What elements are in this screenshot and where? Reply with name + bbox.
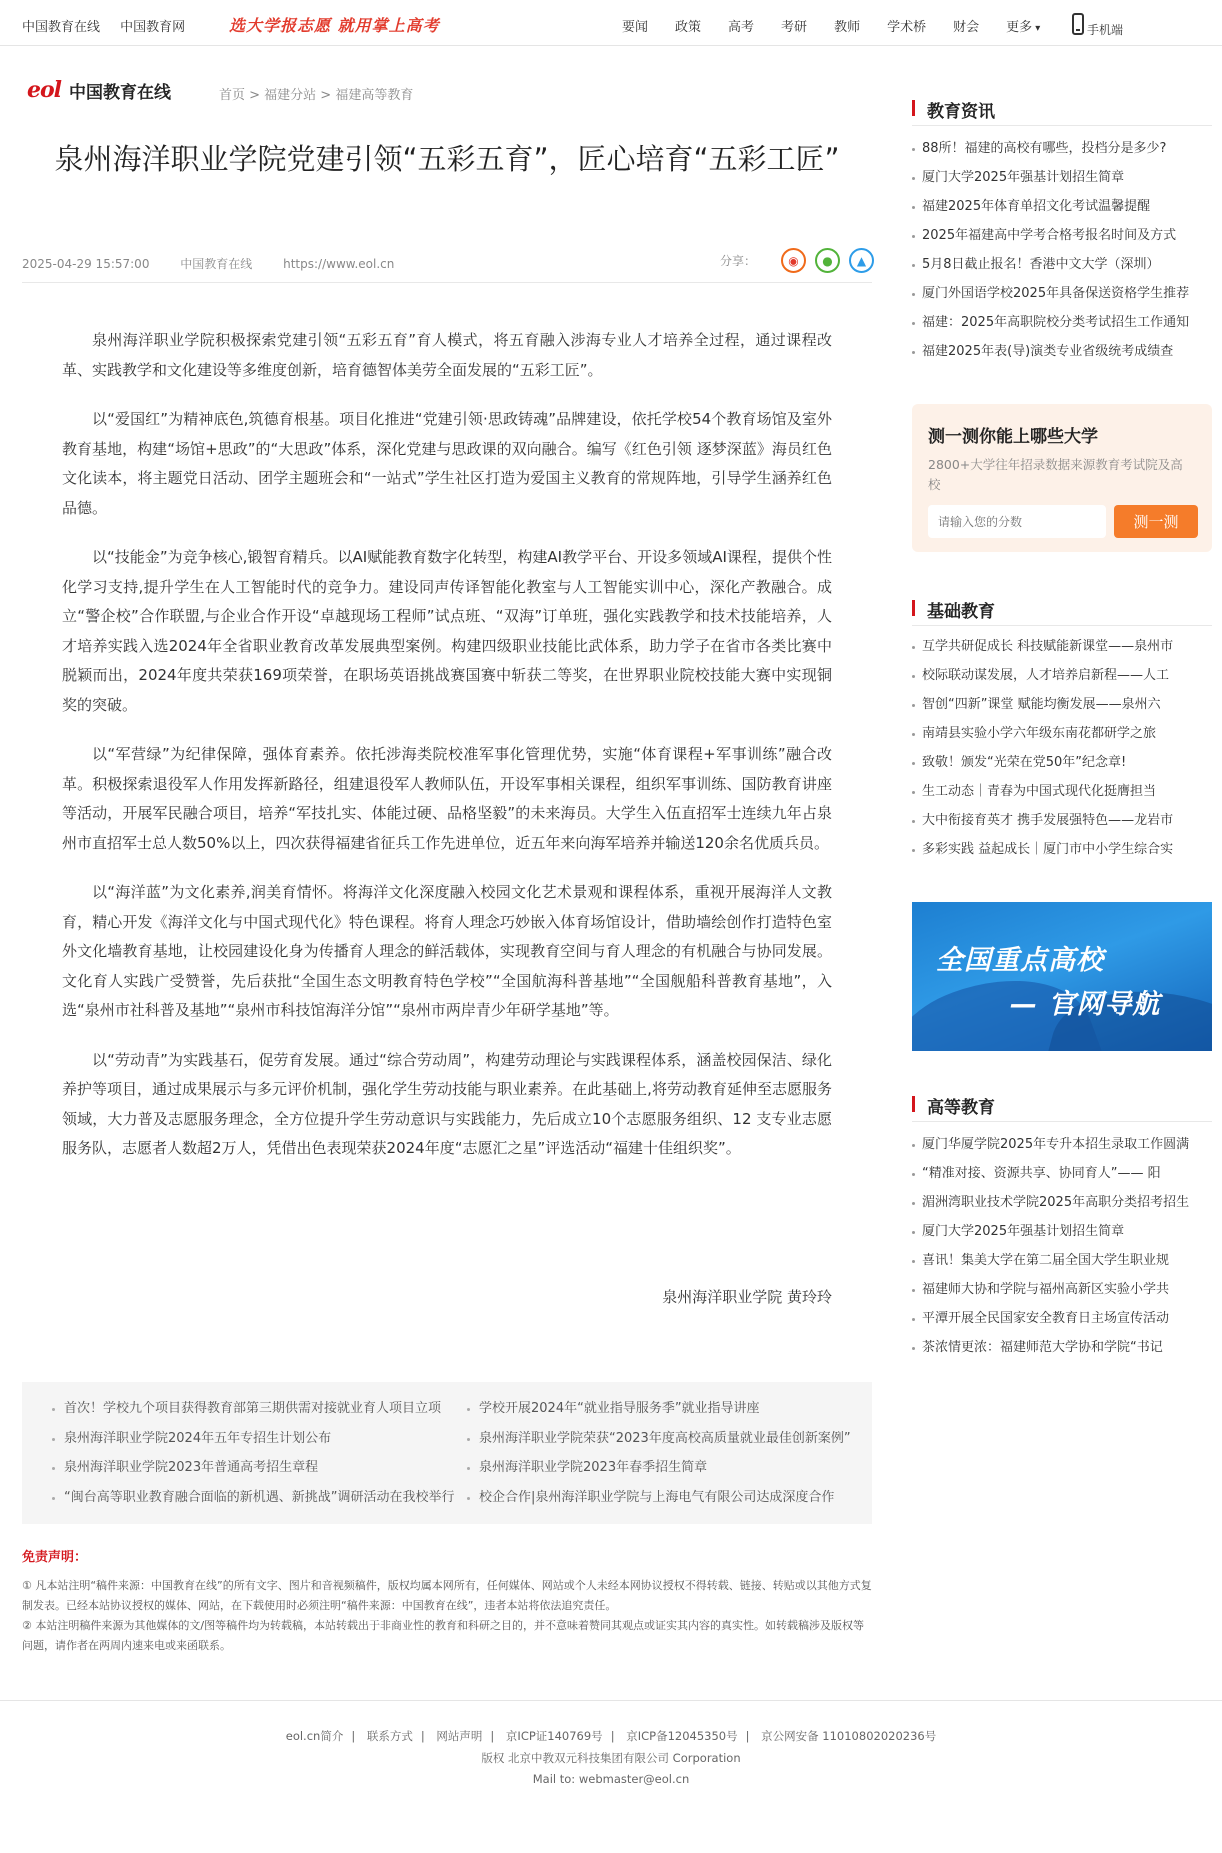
top-bar	[0, 0, 1222, 46]
sidebar-news-title: 教育资讯	[927, 102, 995, 122]
quiz-submit-button[interactable]: 测一测	[1114, 505, 1198, 538]
nav-item-gaokao[interactable]: 高考	[728, 20, 755, 35]
sidebar-news-item[interactable]: 福建：2025年高职院校分类考试招生工作通知	[912, 308, 1212, 337]
article-paragraph: 泉州海洋职业学院积极探索党建引领“五彩五育”育人模式，将五育融入涉海专业人才培养全过程，通过课程改革、实践教学和文化建设等多维度创新，培育德智体美劳全面发展的“五彩工匠”。	[62, 331, 832, 379]
sidebar-higher-item[interactable]: 喜讯！集美大学在第二届全国大学生职业规	[912, 1246, 1212, 1275]
sidebar-basic-item[interactable]: 南靖县实验小学六年级东南花都研学之旅	[912, 719, 1212, 748]
sidebar-news-item[interactable]: 福建2025年体育单招文化考试温馨提醒	[912, 192, 1212, 221]
nav-item-xueshuqiao[interactable]: 学术桥	[887, 20, 927, 35]
sidebar-basic-item[interactable]: 生工动态｜青春为中国式现代化挺膺担当	[912, 777, 1212, 806]
nav-item-news[interactable]: 要闻	[622, 20, 649, 35]
article-body	[62, 326, 832, 1184]
sidebar-basic-item[interactable]: 互学共研促成长 科技赋能新课堂——泉州市	[912, 632, 1212, 661]
sidebar-higher-title: 高等教育	[927, 1098, 995, 1118]
related-link[interactable]: 泉州海洋职业学院2023年普通高考招生章程	[52, 1453, 467, 1483]
disclaimer-item: ② 本站注明稿件来源为其他媒体的文/图等稿件均为转载稿，本站转载出于非商业性的教育和科研之目的，并不意味着赞同其观点或证实其内容的真实性。如转载稿涉及版权等问题，请作者在两周内速来电或来函联系。	[22, 1619, 865, 1652]
article-author: 泉州海洋职业学院 黄玲玲	[662, 1288, 832, 1306]
article-paragraph: 以“海洋蓝”为文化素养,润美育情怀。将海洋文化深度融入校园文化艺术景观和课程体系，重视开展海洋人文教育，精心开发《海洋文化与中国式现代化》特色课程。将育人理念巧妙嵌入体育场馆设计，借助墙绘创作打造特色室外文化墙教育基地，让校园建设化身为传播育人理念的鲜活载体，实现教育空间与育人理念的有机融合与协同发展。文化育人实践广受赞誉，先后获批“全国生态文明教育特色学校”“全国航海科普基地”“全国舰船科普教育基地”，入选“泉州市社科普及基地”“泉州市科技馆海洋分馆”“泉州市两岸青少年研学基地”等。	[62, 883, 832, 1019]
banner-line-1: 全国重点高校	[936, 945, 1104, 976]
sidebar-higher-item[interactable]: 湄洲湾职业技术学院2025年高职分类招考招生	[912, 1188, 1212, 1217]
chevron-down-icon: ▾	[1032, 23, 1041, 34]
nav-item-policy[interactable]: 政策	[675, 20, 702, 35]
sidebar-basic-item[interactable]: 智创“四新”课堂 赋能均衡发展——泉州六	[912, 690, 1212, 719]
article-source: 中国教育在线	[180, 257, 253, 271]
footer-separator: |	[610, 1729, 615, 1743]
sidebar-higher-item[interactable]: 厦门大学2025年强基计划招生简章	[912, 1217, 1212, 1246]
sidebar-news-list	[912, 134, 1212, 366]
sidebar-news-item[interactable]: 福建2025年表(导)演类专业省级统考成绩查	[912, 337, 1212, 366]
footer-links	[0, 1726, 1222, 1748]
related-link[interactable]: 泉州海洋职业学院荣获“2023年度高校高质量就业最佳创新案例”	[467, 1424, 867, 1454]
sidebar-news-item[interactable]: 88所！福建的高校有哪些，投档分是多少?	[912, 134, 1212, 163]
nav-item-teacher[interactable]: 教师	[834, 20, 861, 35]
logo-mark: eol	[27, 77, 62, 103]
mobile-link-label: 手机端	[1087, 23, 1124, 37]
article-paragraph: 以“军营绿”为纪律保障，强体育素养。依托涉海类院校准军事化管理优势，实施“体育课程+军事训练”融合改革。积极探索退役军人作用发挥新路径，组建退役军人教师队伍，开设军事相关课程，组织军事训练、国防教育讲座等活动，开展军民融合项目，培养“军技扎实、体能过硬、品格坚毅”的未来海员。大学生入伍直招军士连续九年占泉州市直招军士总人数50%以上，四次获得福建省征兵工作先进单位，近五年来向海军培养并输送120余名优质兵员。	[62, 745, 832, 852]
footer-link-about[interactable]: eol.cn简介	[285, 1729, 344, 1743]
sidebar-news-item[interactable]: 厦门外国语学校2025年具备保送资格学生推荐	[912, 279, 1212, 308]
footer-link-statement[interactable]: 网站声明	[436, 1729, 483, 1743]
slogan-banner[interactable]: 选大学报志愿 就用掌上高考	[229, 16, 440, 35]
nav-item-kaoyan[interactable]: 考研	[781, 20, 808, 35]
sidebar-news-item[interactable]: 5月8日截止报名！香港中文大学（深圳）	[912, 250, 1212, 279]
site-logo[interactable]	[27, 77, 171, 103]
sidebar-higher-header	[912, 1090, 1212, 1122]
footer-link-contact[interactable]: 联系方式	[366, 1729, 413, 1743]
footer-icp-license[interactable]: 京ICP证140769号	[505, 1729, 603, 1743]
footer	[0, 1726, 1222, 1791]
related-link[interactable]: 首次！学校九个项目获得教育部第三期供需对接就业育人项目立项	[52, 1394, 467, 1424]
key-universities-banner[interactable]	[912, 902, 1212, 1051]
related-articles	[22, 1382, 872, 1524]
footer-mail[interactable]: Mail to: webmaster@eol.cn	[532, 1772, 690, 1786]
weibo-share-icon[interactable]: ◉	[781, 248, 806, 273]
sidebar-higher-list	[912, 1130, 1212, 1362]
nav-more-label: 更多	[1006, 20, 1033, 35]
site-link-eol[interactable]: 中国教育在线	[22, 20, 101, 35]
sidebar-basic-item[interactable]: 大中衔接育英才 携手发展强特色——龙岩市	[912, 806, 1212, 835]
breadcrumb[interactable]: 首页 > 福建分站 > 福建高等教育	[219, 88, 414, 103]
footer-separator: |	[420, 1729, 425, 1743]
sidebar-news-item[interactable]: 2025年福建高中学考合格考报名时间及方式	[912, 221, 1212, 250]
footer-separator: |	[745, 1729, 750, 1743]
footer-separator: |	[351, 1729, 356, 1743]
nav-item-caikuai[interactable]: 财会	[953, 20, 980, 35]
sidebar-basic-item[interactable]: 多彩实践 益起成长｜厦门市中小学生综合实	[912, 835, 1212, 864]
article-url[interactable]: https://www.eol.cn	[283, 257, 395, 271]
score-input[interactable]	[928, 505, 1106, 538]
article-title: 泉州海洋职业学院党建引领“五彩五育”，匠心培育“五彩工匠”	[54, 142, 840, 176]
section-bar	[912, 100, 915, 116]
share-bar	[720, 248, 874, 273]
disclaimer	[22, 1576, 872, 1656]
related-link[interactable]: “闽台高等职业教育融合面临的新机遇、新挑战”调研活动在我校举行	[52, 1483, 467, 1513]
quiz-title: 测一测你能上哪些大学	[928, 427, 1098, 447]
related-link[interactable]: 泉州海洋职业学院2023年春季招生简章	[467, 1453, 867, 1483]
logo-name: 中国教育在线	[69, 82, 172, 103]
section-bar	[912, 600, 915, 616]
sidebar-higher-item[interactable]: 福建师大协和学院与福州高新区实验小学共	[912, 1275, 1212, 1304]
sidebar-basic-header	[912, 594, 1212, 626]
disclaimer-title: 免责声明：	[22, 1550, 88, 1565]
top-nav	[622, 16, 1060, 35]
mobile-link[interactable]	[1072, 13, 1123, 38]
sidebar-higher-item[interactable]: 厦门华厦学院2025年专升本招生录取工作圆满	[912, 1130, 1212, 1159]
related-link[interactable]: 学校开展2024年“就业指导服务季”就业指导讲座	[467, 1394, 867, 1424]
sidebar-basic-list	[912, 632, 1212, 864]
quiz-subtitle: 2800+大学往年招录数据来源教育考试院及高校	[928, 457, 1183, 492]
footer-copyright: 版权 北京中教双元科技集团有限公司 Corporation	[481, 1750, 741, 1765]
sidebar-higher-item[interactable]: 茶浓情更浓：福建师范大学协和学院“书记	[912, 1333, 1212, 1362]
related-link[interactable]: 校企合作|泉州海洋职业学院与上海电气有限公司达成深度合作	[467, 1483, 867, 1513]
section-bar	[912, 1096, 915, 1112]
article-paragraph: 以“技能金”为竞争核心,锻智育精兵。以AI赋能教育数字化转型，构建AI教学平台、开设多领域AI课程，提供个性化学习支持,提升学生在人工智能时代的竞争力。建设同声传译智能化教室与人工智能实训中心，深化产教融合。成立“警企校”合作联盟,与企业合作开设“卓越现场工程师”试点班、“双海”订单班，强化实践教学和技术技能培养，人才培养实践入选2024年全省职业教育改革发展典型案例。构建四级职业技能比武体系，助力学子在省市各类比赛中脱颖而出，2024年度共荣获169项荣誉，在职场英语挑战赛国赛中斩获二等奖，在世界职业院校技能大赛中实现铜奖的突破。	[62, 548, 832, 714]
sidebar-higher-item[interactable]: 平潭开展全民国家安全教育日主场宣传活动	[912, 1304, 1212, 1333]
nav-more[interactable]	[1006, 16, 1040, 35]
article-paragraph: 以“爱国红”为精神底色,筑德育根基。项目化推进“党建引领·思政铸魂”品牌建设，依托学校54个教育场馆及室外教育基地，构建“场馆+思政”的“大思政”体系，深化党建与思政课的双向融合。编写《红色引领 逐梦深蓝》海员红色文化读本，将主题党日活动、团学主题班会和“一站式”学生社区打造为爱国主义教育的常规阵地，引导学生涵养红色品德。	[62, 410, 832, 517]
footer-divider	[0, 1700, 1222, 1701]
related-link[interactable]: 泉州海洋职业学院2024年五年专招生计划公布	[52, 1424, 467, 1454]
site-link-edu-net[interactable]: 中国教育网	[120, 20, 186, 35]
disclaimer-item: ① 凡本站注明“稿件来源：中国教育在线”的所有文字、图片和音视频稿件，版权均属本网所有，任何媒体、网站或个人未经本网协议授权不得转载、链接、转贴或以其他方式复制发表。已经本站协议授权的媒体、网站，在下载使用时必须注明“稿件来源：中国教育在线”，违者本站将依法追究责任。	[22, 1579, 872, 1612]
sidebar-news-item[interactable]: 厦门大学2025年强基计划招生简章	[912, 163, 1212, 192]
sidebar-basic-title: 基础教育	[927, 602, 995, 622]
wechat-share-icon[interactable]: ●	[815, 248, 840, 273]
footer-icp-record[interactable]: 京ICP备12045350号	[626, 1729, 738, 1743]
article-date: 2025-04-29 15:57:00	[22, 257, 150, 271]
score-quiz-widget	[912, 404, 1212, 552]
footer-separator: |	[490, 1729, 495, 1743]
banner-line-2: — 官网导航	[1010, 989, 1161, 1020]
footer-police-record[interactable]: 京公网安备 11010802020236号	[761, 1729, 937, 1743]
title-divider	[22, 282, 872, 283]
sidebar-news-header	[912, 94, 1212, 126]
mobile-phone-icon	[1072, 13, 1084, 35]
sidebar-higher-item[interactable]: “精准对接、资源共享、协同育人”—— 阳	[912, 1159, 1212, 1188]
sidebar-basic-item[interactable]: 致敬！颁发“光荣在党50年”纪念章!	[912, 748, 1212, 777]
qq-share-icon[interactable]: ▲	[849, 248, 874, 273]
article-paragraph: 以“劳动青”为实践基石，促劳育发展。通过“综合劳动周”，构建劳动理论与实践课程体系，涵盖校园保洁、绿化养护等项目，通过成果展示与多元评价机制，强化学生劳动技能与职业素养。在此基础上,将劳动教育延伸至志愿服务领域，大力普及志愿服务理念，全方位提升学生劳动意识与实践能力，先后成立10个志愿服务组织、12 支专业志愿服务队，志愿者人数超2万人，凭借出色表现荣获2024年度“志愿汇之星”评选活动“福建十佳组织奖”。	[62, 1050, 832, 1157]
site-links	[22, 16, 201, 35]
share-label: 分享：	[720, 254, 757, 268]
sidebar-basic-item[interactable]: 校际联动谋发展，人才培养启新程——人工	[912, 661, 1212, 690]
